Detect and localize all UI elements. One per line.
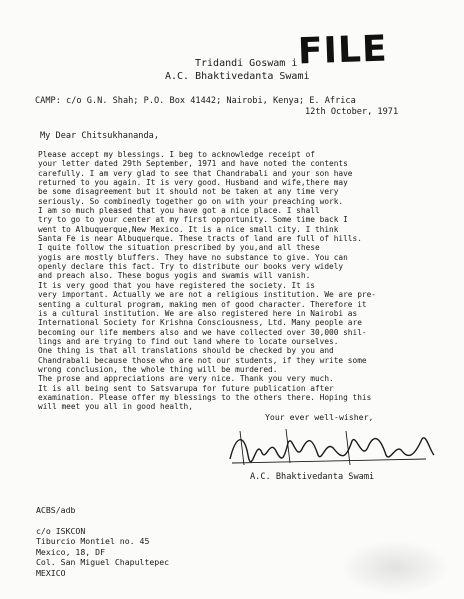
signature-name: A.C. Bhaktivedanta Swami: [250, 472, 375, 482]
letter-body: [38, 150, 464, 412]
salutation: My Dear Chitsukhananda,: [40, 131, 159, 141]
closing: Your ever well-wisher,: [265, 412, 374, 422]
handwritten-signature: [226, 425, 438, 469]
body-line: I am so much pleased that you have got a nice place. I shall: [38, 206, 320, 216]
body-line: your letter dated 29th September, 1971 and have noted the contents: [38, 159, 348, 169]
body-line: Santa Fe is near Albuquerque. These tracts of land are full of hills.: [38, 234, 362, 244]
letter-date: 12th October, 1971: [305, 107, 399, 117]
body-line: One thing is that all translations should be checked by you and: [38, 346, 334, 356]
address-line: Mexico, 18, DF: [36, 546, 106, 557]
body-line: is a cultural institution. We are also registered here in Nairobi as: [38, 308, 358, 318]
body-line: yogis are mostly bluffers. They have no substance to give. You can: [38, 252, 348, 262]
body-line: and preach also. These bogus yogis and swamis will vanish.: [38, 271, 311, 281]
body-line: Chandrabali because those who are not our students, if they write some: [38, 355, 367, 365]
body-line: openly declare this fact. Try to distribute our books very widely: [38, 262, 344, 272]
body-line: It is all being sent to Satsvarupa for future publication after: [38, 383, 334, 393]
body-line: Please accept my blessings. I beg to acknowledge receipt of: [38, 150, 315, 159]
reference-initials: ACBS/adb: [36, 505, 76, 515]
body-line: It is very good that you have registered the society. It is: [38, 280, 315, 290]
body-line: senting a cultural program, making men of good character. Therefore it: [38, 299, 367, 309]
body-line: The prose and appreciations are very nice. Thank you very much.: [38, 374, 334, 384]
body-line: wrong conclusion, the whole thing will be murdered.: [38, 364, 278, 374]
body-line: International Society for Krishna Consciousness, Ltd. Many people are: [38, 318, 362, 328]
body-line: will meet you all in good health,: [38, 402, 193, 412]
address-line: c/o ISKCON: [36, 526, 86, 536]
letterhead-name: A.C. Bhaktivedanta Swami: [165, 71, 310, 82]
letterhead-title: Tridandi Goswam i: [195, 58, 298, 69]
body-line: becoming our life members also and we have collected over 30,000 shil-: [38, 327, 367, 337]
file-stamp: FILE: [297, 28, 389, 73]
body-line: went to Albuquerque,New Mexico. It is a nice small city. I think: [38, 224, 339, 234]
paper-smudge: [340, 540, 450, 595]
body-line: returned to you again. It is very good. Husband and wife,there may: [38, 178, 348, 188]
address-line: MEXICO: [36, 567, 66, 578]
address-line: Tiburcio Montiel no. 45: [36, 536, 150, 547]
body-line: lings and are trying to find out land where to locate ourselves.: [38, 336, 339, 346]
body-line: be some disagreement but it should not be taken at any time very: [38, 187, 339, 197]
body-line: carefully. I am very glad to see that Chandrabali and your son have: [38, 168, 353, 178]
body-line: seriously. So combinedly together go on with your preaching work.: [38, 196, 344, 206]
body-line: try to go to your center at my first opportunity. Some time back I: [38, 215, 348, 225]
camp-address: CAMP: c/o G.N. Shah; P.O. Box 41442; Nairobi, Kenya; E. Africa: [35, 96, 356, 106]
body-line: examination. Please offer my blessings to the others there. Hoping this: [38, 392, 372, 402]
body-line: I quite follow the situation prescribed by you,and all these: [38, 243, 320, 253]
recipient-address: [36, 526, 169, 578]
address-line: Col. San Miguel Chapultepec: [36, 557, 170, 568]
body-line: very important. Actually we are not a religious institution. We are pre-: [38, 290, 376, 300]
